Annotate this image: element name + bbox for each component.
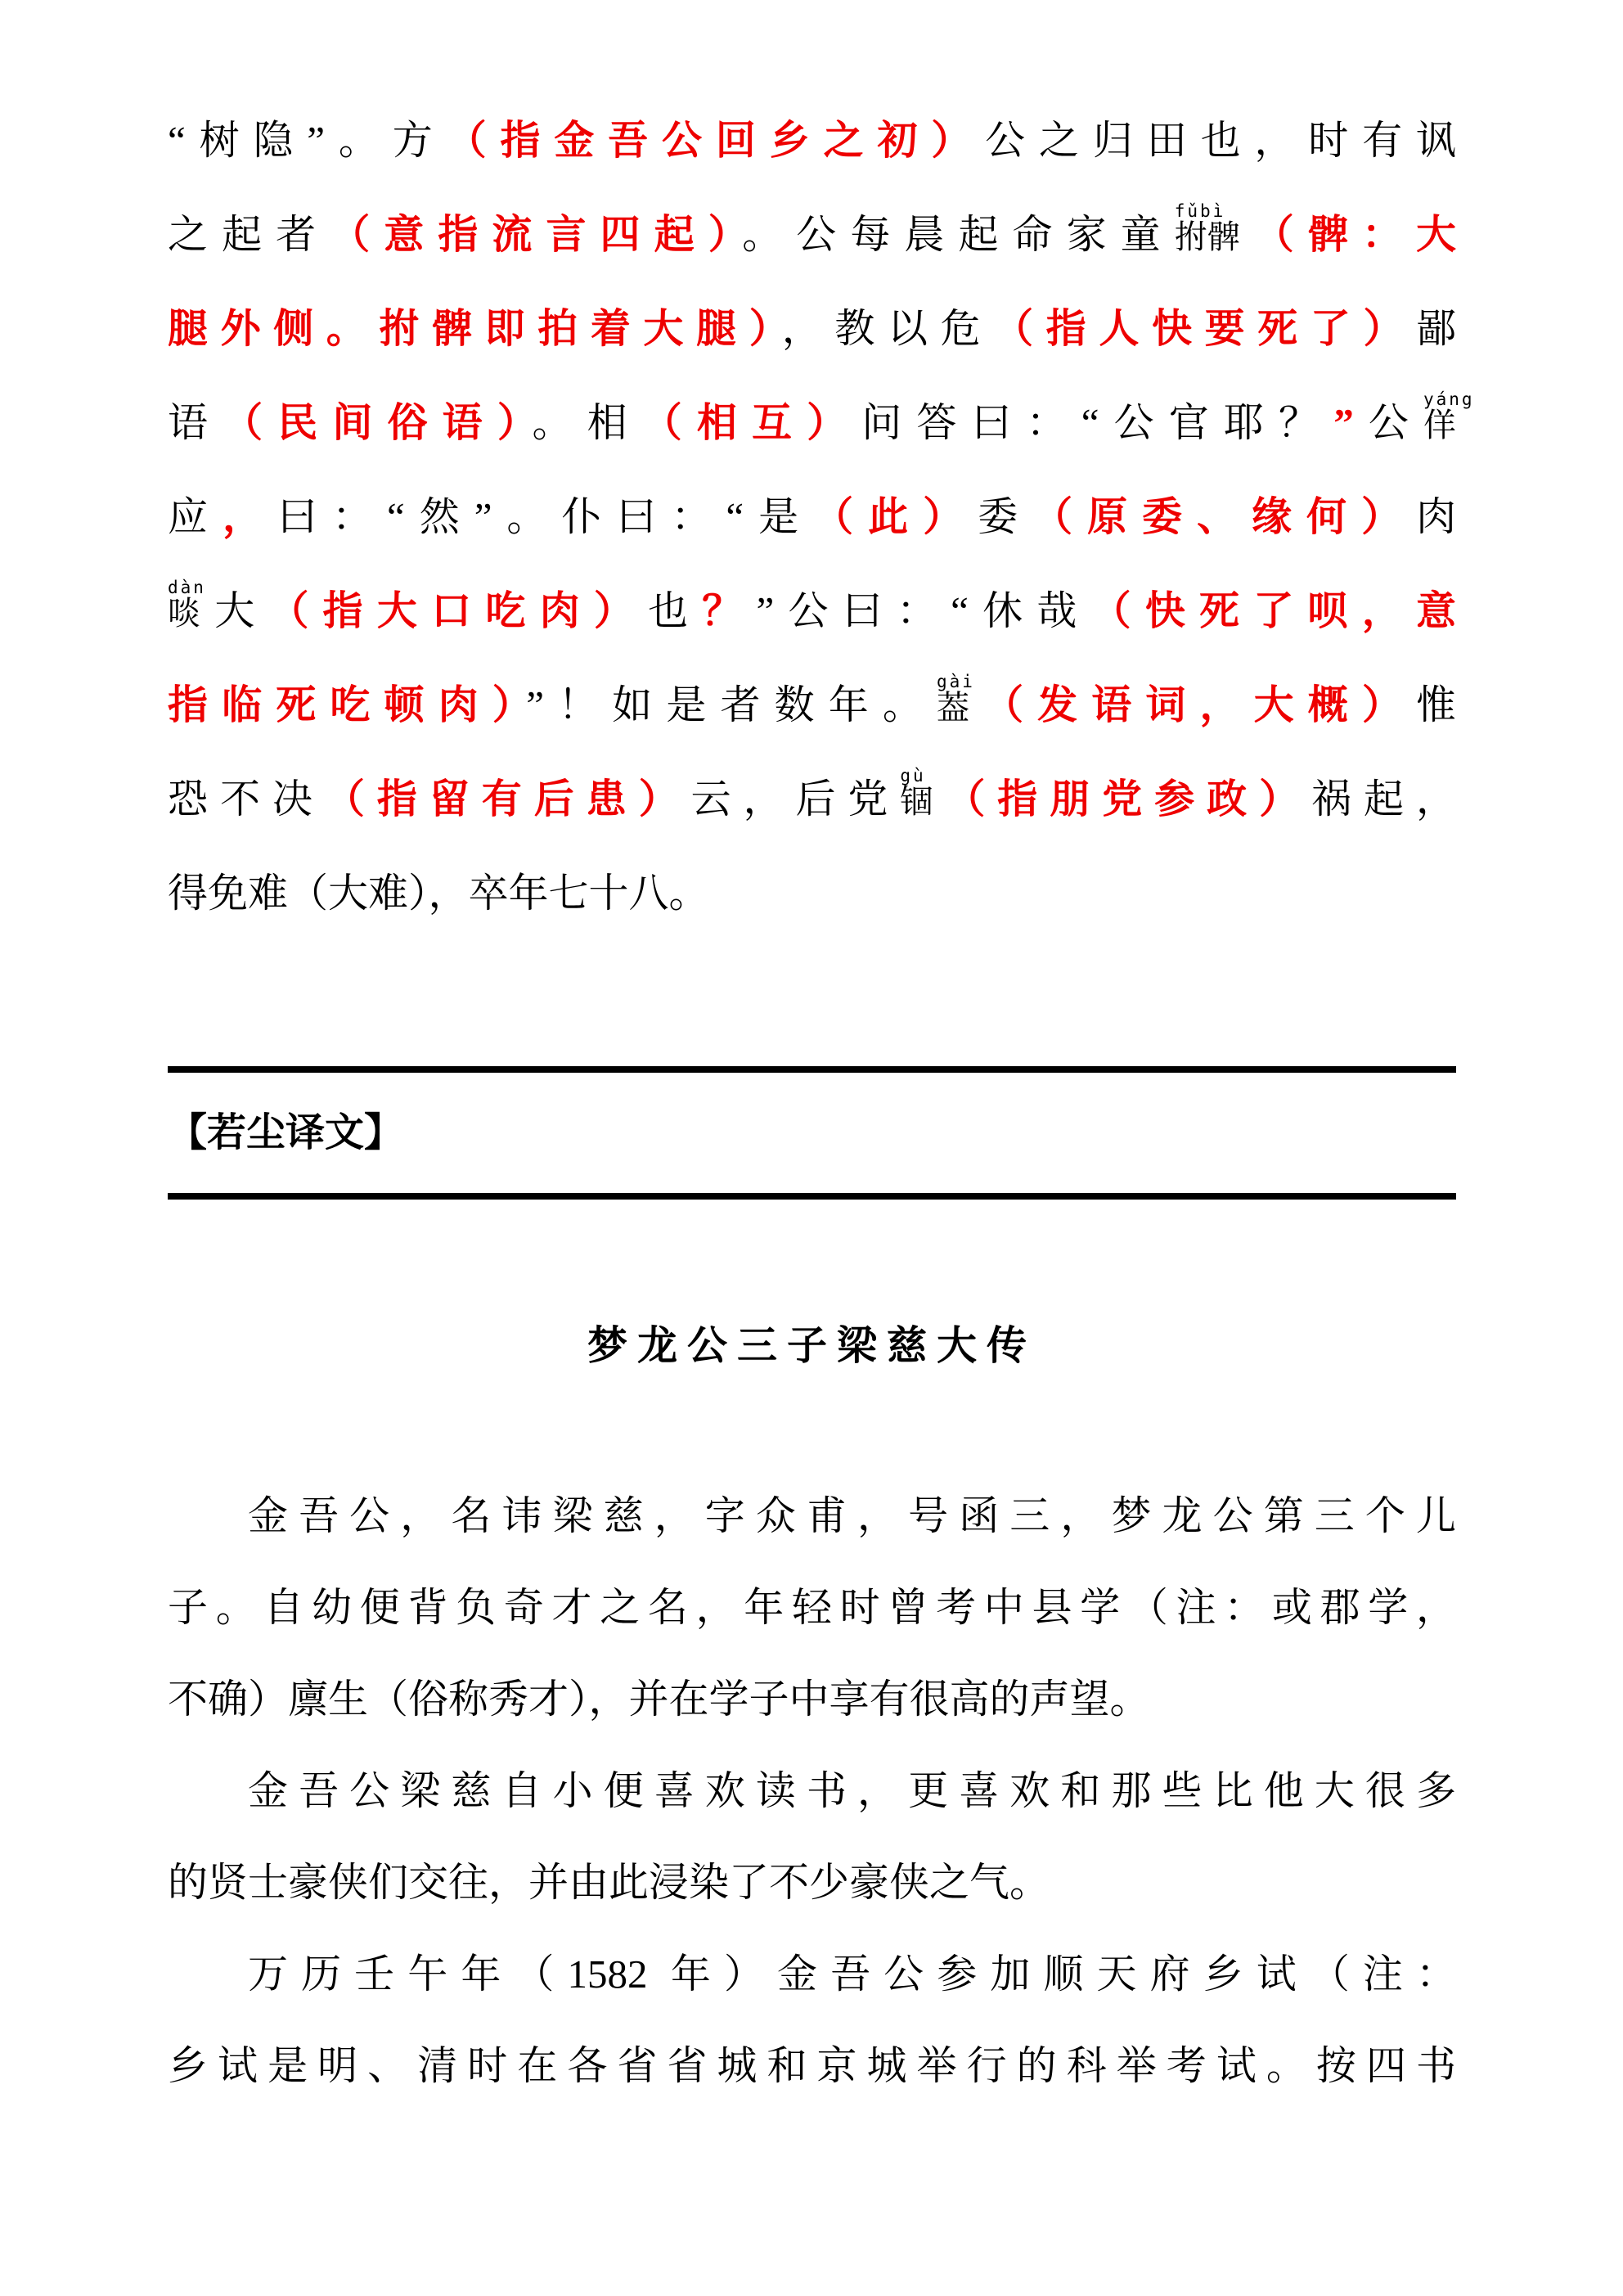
text-segment: ，教以危 xyxy=(781,306,994,351)
pinyin-annotated-char: gù 锢 xyxy=(900,766,933,820)
text-line xyxy=(168,846,1456,940)
text-segment: 祸起， xyxy=(1311,777,1456,822)
text-line xyxy=(168,1654,1456,1745)
text-segment: 云，后党 xyxy=(690,777,901,822)
text-segment: 。公每晨起命家童 xyxy=(742,212,1175,257)
text-segment: 公之归田也，时有讽 xyxy=(985,118,1456,163)
text-segment: 公 xyxy=(1353,400,1423,445)
text-segment: 也 xyxy=(648,588,703,633)
text-line xyxy=(168,1470,1456,1562)
text-line xyxy=(168,1745,1456,1837)
text-segment: 肉 xyxy=(1415,494,1456,539)
text-segment: （发语词，大概） xyxy=(969,682,1416,727)
text-line xyxy=(168,470,1456,564)
text-line xyxy=(168,376,1475,470)
text-segment: 应 xyxy=(168,494,223,539)
text-segment: 得免难（大难），卒年七十八。 xyxy=(168,871,709,916)
text-segment: 腿外侧。拊髀即拍着大腿） xyxy=(168,306,782,351)
text-segment: （相互） xyxy=(641,400,862,445)
text-segment: 子。自幼便背负奇才之名，年轻时曾考中县学（注：或郡学， xyxy=(168,1585,1456,1630)
text-segment: （指大口吃肉） xyxy=(268,588,649,633)
divider-line-bottom xyxy=(168,1193,1456,1200)
pinyin-label: gài xyxy=(936,672,975,692)
text-segment: 不确）廪生（俗称秀才），并在学子中享有很高的声望。 xyxy=(168,1677,1150,1722)
translation-title: 梦龙公三子梁慈大传 xyxy=(587,1323,1036,1368)
text-line xyxy=(168,658,1456,752)
text-line xyxy=(168,93,1456,187)
pinyin-annotated-char: gài 葢 xyxy=(936,672,975,726)
text-line xyxy=(168,1929,1456,2020)
pinyin-annotated-char: dàn 啖 xyxy=(168,578,206,632)
text-segment: 惟 xyxy=(1415,682,1456,727)
text-segment: （指金吾公回乡之初） xyxy=(446,118,986,163)
text-segment: ？ xyxy=(702,588,757,633)
text-segment: 之起者 xyxy=(168,212,330,257)
text-segment: 语 xyxy=(168,400,223,445)
page-content xyxy=(168,0,1475,2112)
text-segment: （快死了呗，意 xyxy=(1090,588,1456,633)
pinyin-label: dàn xyxy=(168,578,206,598)
pinyin-label: gù xyxy=(900,766,926,786)
text-segment: （原委、缘何） xyxy=(1032,494,1416,539)
text-segment: 金吾公梁慈自小便喜欢读书，更喜欢和那些比他大很多 xyxy=(248,1768,1456,1813)
text-line xyxy=(168,1562,1456,1654)
text-segment: 问答曰：“公官耶？ xyxy=(861,400,1334,445)
text-segment: ”！如是者数年。 xyxy=(526,682,937,727)
text-segment: （指人快要死了） xyxy=(993,306,1416,351)
text-segment: ， xyxy=(223,494,277,539)
pinyin-annotated-char: fǔbì 拊髀 xyxy=(1174,201,1240,255)
text-line xyxy=(168,1837,1456,1929)
text-segment: 大 xyxy=(200,588,269,633)
classical-text-section xyxy=(168,0,1475,940)
text-line xyxy=(168,752,1456,846)
text-segment: 金吾公，名讳梁慈，字众甫，号函三，梦龙公第三个儿 xyxy=(248,1493,1456,1538)
pinyin-label: fǔbì xyxy=(1174,201,1226,222)
text-segment: （髀：大 xyxy=(1239,212,1456,257)
text-line xyxy=(168,187,1456,281)
text-segment: “树隐”。方 xyxy=(168,118,447,163)
text-segment: ”公曰：“休哉 xyxy=(756,588,1091,633)
text-segment: 。相 xyxy=(532,400,642,445)
section-divider xyxy=(168,1066,1456,1200)
text-line xyxy=(168,564,1456,658)
translation-section xyxy=(168,1470,1456,2112)
text-segment: 鄙 xyxy=(1415,306,1456,351)
text-segment: 委 xyxy=(978,494,1033,539)
text-segment: 恐不决 xyxy=(168,777,325,822)
text-segment: 曰：“然”。仆曰：“是 xyxy=(277,494,814,539)
pinyin-annotated-char: yáng 佯 xyxy=(1423,389,1475,443)
text-line xyxy=(168,281,1456,376)
text-segment: （民间俗语） xyxy=(223,400,533,445)
text-segment: （此） xyxy=(813,494,978,539)
text-segment: 指临死吃顿肉） xyxy=(168,682,527,727)
divider-line-top xyxy=(168,1066,1456,1073)
text-segment: （意指流言四起） xyxy=(330,212,743,257)
pinyin-label: yáng xyxy=(1423,389,1475,410)
text-segment: 的贤士豪侠们交往，并由此浸染了不少豪侠之气。 xyxy=(168,1860,1050,1905)
divider-label: 【若尘译文】 xyxy=(168,1111,404,1155)
text-segment: ” xyxy=(1333,400,1354,445)
text-segment: （指留有后患） xyxy=(324,777,691,822)
text-segment: 乡试是明、清时在各省省城和京城举行的科举考试。按四书 xyxy=(168,2043,1456,2088)
text-segment: 万历壬午年（1582 年）金吾公参加顺天府乡试（注： xyxy=(248,1952,1456,1997)
text-segment: （指朋党参政） xyxy=(933,777,1312,822)
text-line xyxy=(168,2020,1456,2112)
